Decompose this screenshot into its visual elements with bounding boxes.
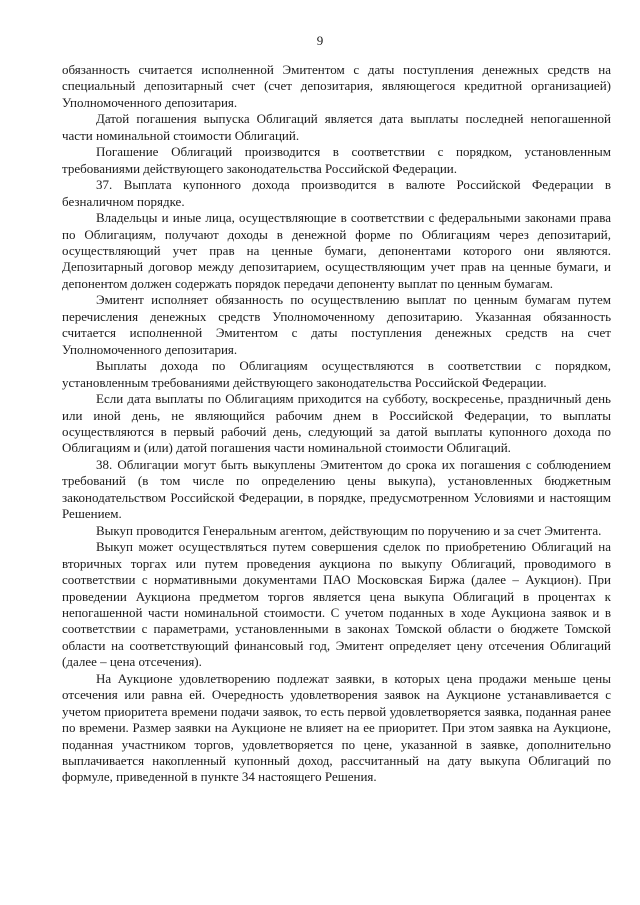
paragraph: 37. Выплата купонного дохода производится в валюте Российской Федерации в безналичном порядке. bbox=[62, 177, 611, 209]
paragraph: Выплаты дохода по Облигациям осуществляются в соответствии с порядком, установленным требованиями действующего законодательства Российской Федерации. bbox=[62, 358, 611, 390]
page-number: 9 bbox=[316, 33, 324, 48]
paragraph: Эмитент исполняет обязанность по осуществлению выплат по ценным бумагам путем перечисления денежных средств Уполномоченному депозитарию. Указанная обязанность считается исполненной Эмитентом с даты поступления денежных средств на счет Уполномоченного депозитария. bbox=[62, 292, 611, 357]
document-body bbox=[62, 62, 611, 786]
paragraph: Погашение Облигаций производится в соответствии с порядком, установленным требованиями действующего законодательства Российской Федерации. bbox=[62, 144, 611, 176]
paragraph: 38. Облигации могут быть выкуплены Эмитентом до срока их погашения с соблюдением требований (в том числе по определению цены выкупа), установленных бюджетным законодательством Российской Федерации, в порядке, предусмотренном Условиями и настоящим Решением. bbox=[62, 456, 611, 522]
paragraph: обязанность считается исполненной Эмитентом с даты поступления денежных средств на специальный депозитарный счет (счет депозитария, являющегося кредитной организацией) Уполномоченного депозитария. bbox=[62, 62, 611, 110]
paragraph: Если дата выплаты по Облигациям приходится на субботу, воскресенье, праздничный день или иной день, не являющийся рабочим днем в Российской Федерации, то выплаты осуществляются в первый рабочий день, следующий за датой выплаты купонного дохода по Облигациям и (или) датой погашения части номинальной стоимости Облигаций. bbox=[62, 391, 611, 456]
paragraph: Владельцы и иные лица, осуществляющие в соответствии с федеральными законами права по Облигациям, получают доходы в денежной форме по Облигациям через депозитарий, осуществляющий учет прав на ценные бумаги, депонентами которого они являются. Депозитарный договор между депозитарием, осуществляющим учет прав на ценные бумаги, и депонентом должен содержать порядок передачи депоненту выплат по ценным бумагам. bbox=[62, 210, 611, 291]
paragraph: Выкуп проводится Генеральным агентом, действующим по поручению и за счет Эмитента. bbox=[96, 522, 602, 538]
paragraph: Выкуп может осуществляться путем совершения сделок по приобретению Облигаций на вторичных торгах или путем проведения аукциона по выкупу Облигаций, проводимого в соответствии с нормативными документами ПАО Московская Биржа (далее – Аукцион). При проведении Аукциона предметом торгов является цена выкупа Облигаций в процентах к непогашенной части номинальной стоимости. С учетом поданных в ходе Аукциона заявок и в соответствии с параметрами, установленными в законах Томской области о бюджете Томской области на соответствующий финансовый год, Эмитент определяет цену отсечения Облигаций (далее – цена отсечения). bbox=[62, 539, 611, 670]
paragraph: На Аукционе удовлетворению подлежат заявки, в которых цена продажи меньше цены отсечения или равна ей. Очередность удовлетворения заявок на Аукционе устанавливается с учетом приоритета времени подачи заявок, то есть первой удовлетворяется заявка, поданная ранее по времени. Размер заявки на Аукционе не влияет на ее приоритет. При этом заявка на Аукционе, поданная участником торгов, удовлетворяется по цене, указанной в заявке, дополнительно выплачивается накопленный купонный доход, рассчитанный на дату выкупа Облигаций по формуле, приведенной в пункте 34 настоящего Решения. bbox=[62, 670, 611, 785]
paragraph: Датой погашения выпуска Облигаций является дата выплаты последней непогашенной части номинальной стоимости Облигаций. bbox=[62, 111, 611, 143]
